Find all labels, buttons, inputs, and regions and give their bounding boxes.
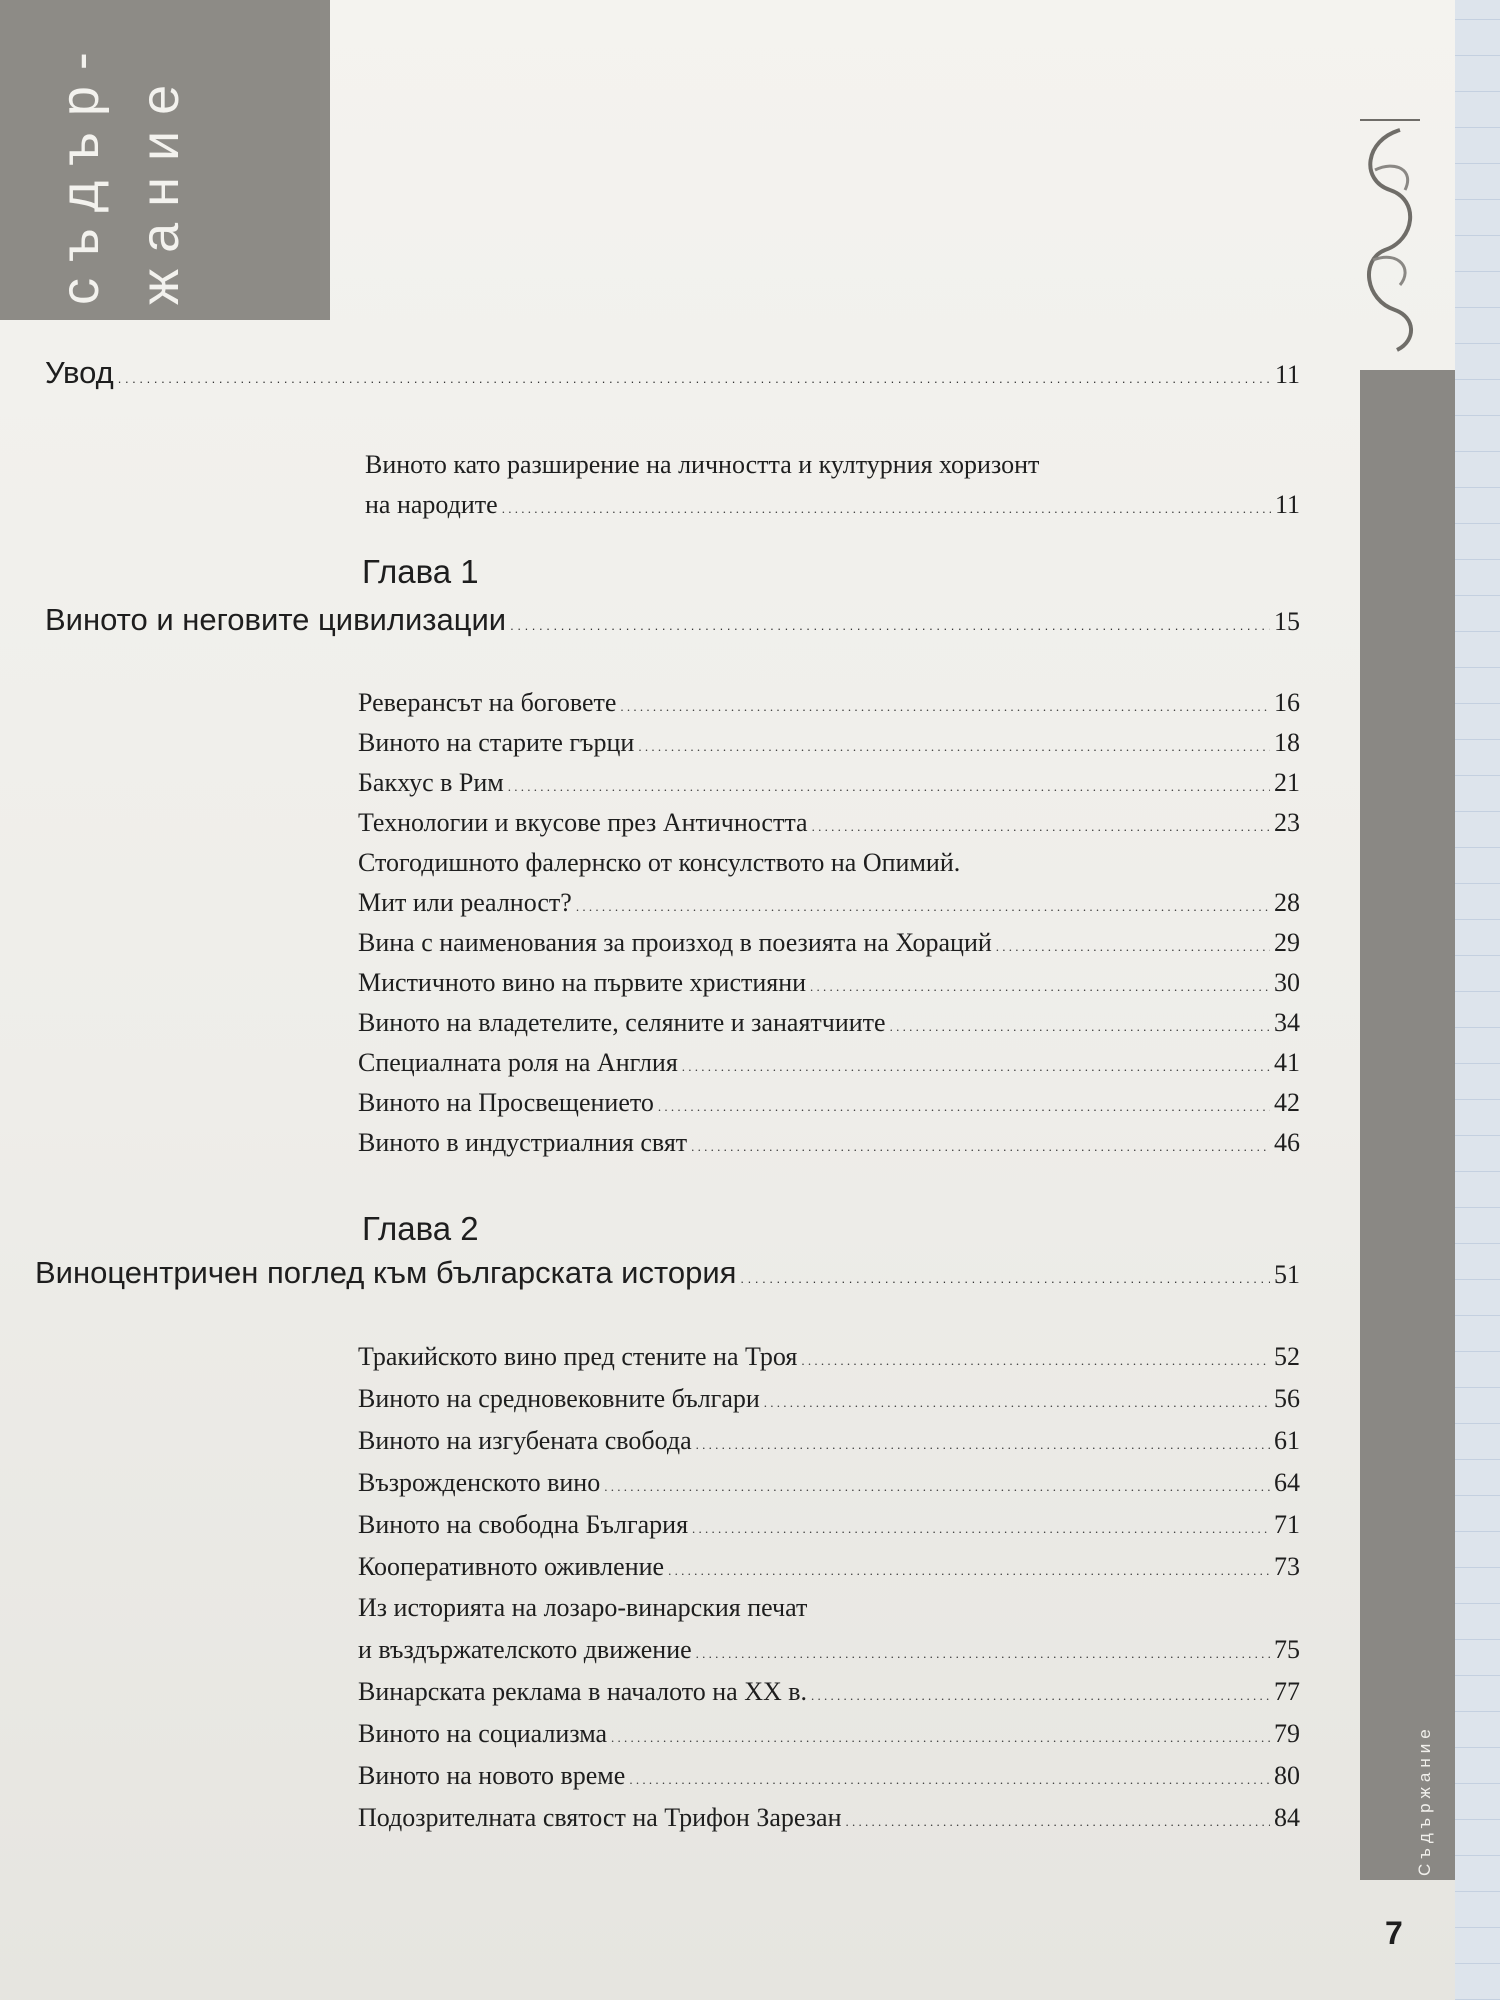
leader-dots <box>576 888 1270 918</box>
side-bar <box>1360 370 1455 1880</box>
toc-entry-title: Виното в индустриалния свят <box>358 1128 688 1157</box>
toc-entry[interactable] <box>358 808 1300 838</box>
toc-entry-title: Виното на средновековните българи <box>358 1384 760 1413</box>
toc-entry-title: Възрожденското вино <box>358 1468 601 1497</box>
toc-entry[interactable] <box>358 1677 1300 1707</box>
toc-entry-title: Вина с наименования за произход в поезията на Хораций <box>358 928 992 957</box>
toc-chapter[interactable] <box>45 602 1300 638</box>
toc-entry-page: 64 <box>1274 1468 1300 1497</box>
corner-title-line2: жание <box>130 68 190 305</box>
toc-entry-page: 56 <box>1274 1384 1300 1413</box>
leader-dots <box>801 1342 1270 1372</box>
leader-dots <box>812 808 1270 838</box>
toc-entry[interactable] <box>358 888 1300 918</box>
toc-entry-page: 71 <box>1274 1510 1300 1539</box>
toc-entry-page: 21 <box>1274 768 1300 797</box>
toc-entry-title: и въздържателското движение <box>358 1635 692 1664</box>
toc-entry-page: 84 <box>1274 1803 1300 1832</box>
toc-entry[interactable] <box>358 728 1300 758</box>
leader-dots <box>996 928 1270 958</box>
toc-entry[interactable] <box>358 1510 1300 1540</box>
leader-dots <box>658 1088 1270 1118</box>
toc-entry-title: Реверансът на боговете <box>358 688 617 717</box>
chapter-label: Глава 2 <box>362 1210 479 1247</box>
toc-entry-first-line: Из историята на лозаро-винарския печат <box>358 1593 808 1622</box>
leader-dots <box>604 1468 1270 1498</box>
leader-dots <box>764 1384 1270 1414</box>
toc-entry[interactable] <box>358 1342 1300 1372</box>
toc-entry[interactable] <box>358 1008 1300 1038</box>
toc-intro-sub-line2: на народите <box>365 490 498 519</box>
toc-entry-page: 46 <box>1274 1128 1300 1157</box>
leader-dots <box>810 968 1270 998</box>
corner-title-line1: съдър- <box>50 36 110 305</box>
toc-entry-title: Виното на новото време <box>358 1761 626 1790</box>
toc-entry-page: 61 <box>1274 1426 1300 1455</box>
leader-dots <box>696 1426 1270 1456</box>
toc-entry[interactable] <box>358 688 1300 718</box>
toc-intro-page: 11 <box>1274 360 1300 389</box>
toc-entry-first-line: Стогодишното фалернско от консулството на Опимий. <box>358 848 961 877</box>
toc-entry-title: Мит или реалност? <box>358 888 572 917</box>
toc-entry[interactable] <box>358 1761 1300 1791</box>
toc-entry-page: 73 <box>1274 1552 1300 1581</box>
chapter-title: Виноцентричен поглед към българската история <box>35 1255 737 1290</box>
toc-entry[interactable] <box>358 1426 1300 1456</box>
toc-intro[interactable] <box>45 355 1300 391</box>
toc-entry[interactable] <box>358 928 1300 958</box>
page-number: 7 <box>1385 1915 1403 1951</box>
toc-entry-title: Мистичното вино на първите християни <box>358 968 807 997</box>
toc-intro-sub-page: 11 <box>1274 490 1300 519</box>
toc-entry-title: Виното на Просвещението <box>358 1088 654 1117</box>
chapter-page: 15 <box>1274 607 1300 636</box>
toc-entry-page: 16 <box>1274 688 1300 717</box>
leader-dots <box>611 1719 1270 1749</box>
leader-dots <box>846 1803 1271 1833</box>
toc-entry-title: Технологии и вкусове през Античността <box>358 808 808 837</box>
leader-dots <box>638 728 1270 758</box>
toc-entry-page: 42 <box>1274 1088 1300 1117</box>
toc-entry[interactable] <box>358 1048 1300 1078</box>
toc-entry-title: Винарската реклама в началото на XX в. <box>358 1677 808 1706</box>
toc-entry-title: Специалната роля на Англия <box>358 1048 678 1077</box>
leader-dots <box>510 602 1270 638</box>
chapter-page: 51 <box>1274 1260 1300 1289</box>
leader-dots <box>890 1008 1270 1038</box>
leader-dots <box>668 1552 1270 1582</box>
leader-dots <box>692 1510 1270 1540</box>
leader-dots <box>811 1677 1270 1707</box>
leader-dots <box>508 768 1270 798</box>
toc-entry-page: 80 <box>1274 1761 1300 1790</box>
toc-entry[interactable] <box>358 1088 1300 1118</box>
leader-dots <box>620 688 1270 718</box>
toc-entry-page: 23 <box>1274 808 1300 837</box>
toc-intro-sub-line1: Виното като разширение на личността и културния хоризонт <box>365 450 1040 479</box>
toc-entry[interactable] <box>358 1468 1300 1498</box>
toc-entry[interactable] <box>358 1384 1300 1414</box>
leader-dots <box>696 1635 1270 1665</box>
toc-entry-title: Кооперативното оживление <box>358 1552 665 1581</box>
toc-entry-title: Виното на изгубената свобода <box>358 1426 692 1455</box>
toc-entry-page: 75 <box>1274 1635 1300 1664</box>
toc-entry-title: Виното на социализма <box>358 1719 608 1748</box>
leader-dots <box>502 490 1271 520</box>
toc-entry-page: 18 <box>1274 728 1300 757</box>
toc-entry-page: 34 <box>1274 1008 1300 1037</box>
toc-entry-page: 77 <box>1274 1677 1300 1706</box>
toc-entry-title: Подозрителната святост на Трифон Зарезан <box>358 1803 842 1832</box>
leader-dots <box>118 355 1271 391</box>
toc-intro-title: Увод <box>45 355 114 390</box>
toc-entry-title: Тракийското вино пред стените на Троя <box>358 1342 798 1371</box>
toc-entry[interactable] <box>358 768 1300 798</box>
toc-entry-page: 79 <box>1274 1719 1300 1748</box>
toc-entry-title: Виното на свободна България <box>358 1510 689 1539</box>
toc-entry-page: 52 <box>1274 1342 1300 1371</box>
toc-entry-title: Виното на владетелите, селяните и занаятчиите <box>358 1008 886 1037</box>
corner-title <box>40 36 200 305</box>
toc-chapter[interactable] <box>35 1255 1300 1291</box>
chapter-label: Глава 1 <box>362 553 479 590</box>
toc-entry-page: 30 <box>1274 968 1300 997</box>
toc-entry-title: Бакхус в Рим <box>358 768 504 797</box>
leader-dots <box>682 1048 1270 1078</box>
notebook-background <box>1455 0 1500 2000</box>
toc-intro-sub[interactable] <box>365 490 1300 520</box>
leader-dots <box>740 1255 1270 1291</box>
toc-entry[interactable] <box>358 1552 1300 1582</box>
toc-entry[interactable] <box>358 1128 1300 1158</box>
leader-dots <box>691 1128 1270 1158</box>
toc-entry-page: 29 <box>1274 928 1300 957</box>
toc-entry-page: 28 <box>1274 888 1300 917</box>
toc-entry-page: 41 <box>1274 1048 1300 1077</box>
script-logo-icon <box>1345 110 1435 360</box>
side-label: Съдържание <box>1415 1724 1434 1876</box>
toc-entry[interactable] <box>358 1803 1300 1833</box>
toc-entry[interactable] <box>358 1635 1300 1665</box>
toc-entry[interactable] <box>358 968 1300 998</box>
toc-entry[interactable] <box>358 1719 1300 1749</box>
chapter-title: Виното и неговите цивилизации <box>45 602 507 637</box>
leader-dots <box>629 1761 1270 1791</box>
toc-entry-title: Виното на старите гърци <box>358 728 635 757</box>
